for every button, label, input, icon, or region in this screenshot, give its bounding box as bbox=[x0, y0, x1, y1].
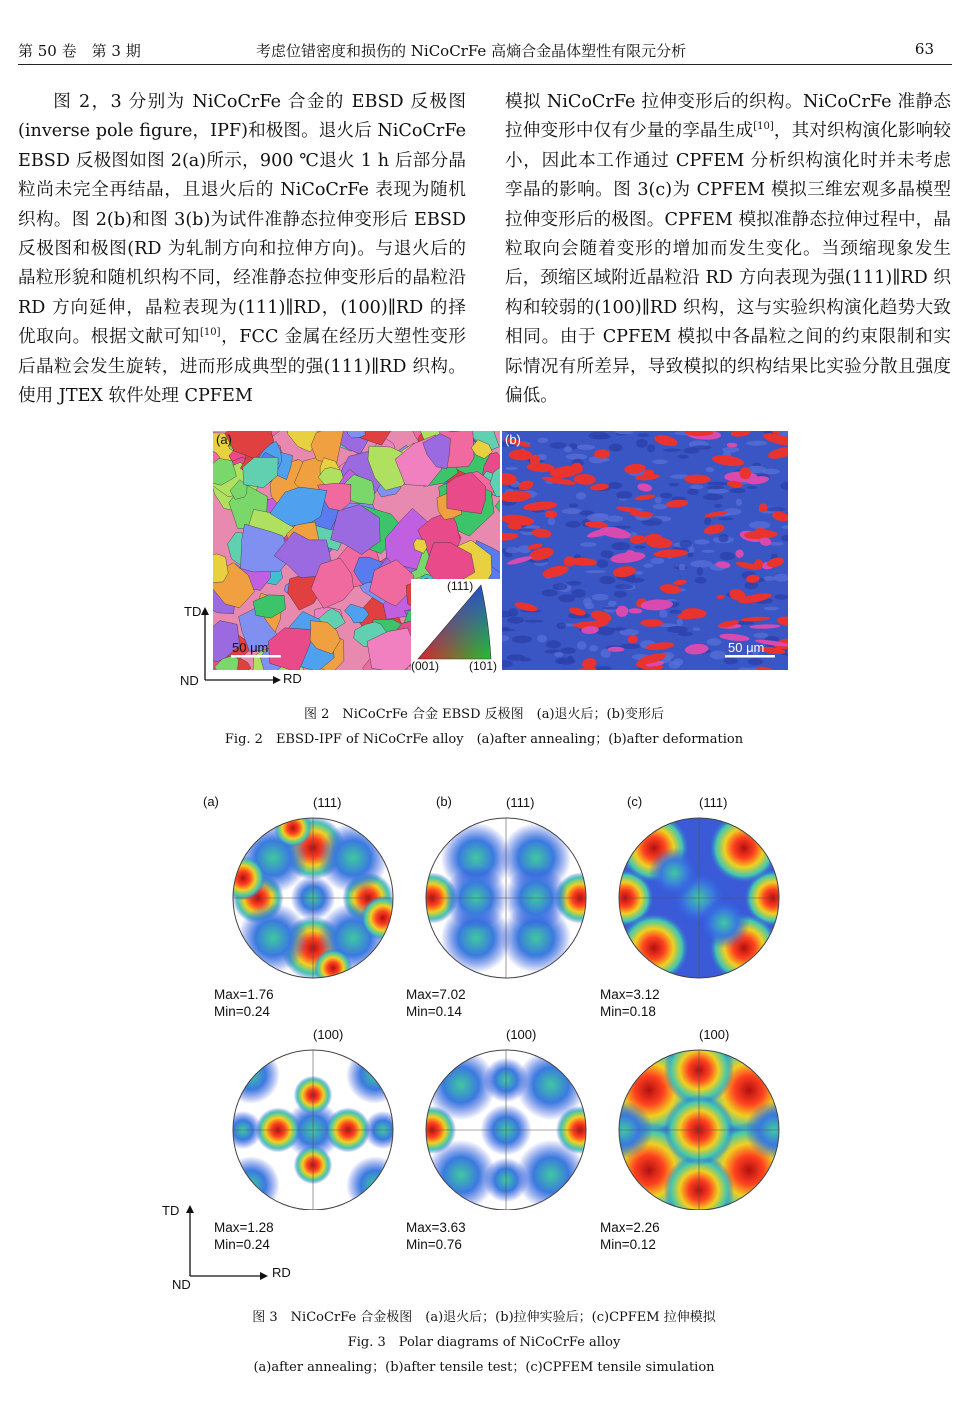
matrix-speck bbox=[763, 576, 775, 581]
matrix-speck bbox=[703, 494, 723, 501]
matrix-speck bbox=[663, 449, 681, 452]
intensity-blob bbox=[619, 913, 689, 983]
matrix-speck bbox=[612, 627, 626, 630]
matrix-speck bbox=[638, 433, 649, 437]
citation: [10] bbox=[199, 327, 221, 339]
matrix-speck bbox=[651, 558, 665, 564]
matrix-speck bbox=[747, 486, 758, 489]
pole-figure bbox=[595, 1035, 803, 1210]
matrix-speck bbox=[608, 601, 617, 606]
matrix-speck bbox=[558, 657, 576, 665]
matrix-speck bbox=[647, 444, 655, 452]
matrix-speck bbox=[765, 507, 785, 511]
matrix-speck bbox=[506, 547, 520, 553]
matrix-speck bbox=[561, 647, 576, 654]
intensity-blob bbox=[314, 949, 352, 987]
matrix-speck bbox=[601, 550, 614, 558]
left-column bbox=[18, 88, 466, 411]
figure-3-caption-en: Fig. 3 Polar diagrams of NiCoCrFe alloy bbox=[347, 1335, 621, 1350]
matrix-speck bbox=[764, 607, 779, 611]
matrix-speck bbox=[667, 626, 688, 633]
matrix-speck bbox=[576, 492, 586, 499]
matrix-speck bbox=[680, 540, 692, 548]
matrix-speck bbox=[589, 432, 609, 440]
matrix-speck bbox=[704, 518, 711, 526]
axis-td-label: TD bbox=[162, 1203, 180, 1218]
scale-bar bbox=[725, 655, 775, 658]
matrix-speck bbox=[669, 661, 681, 669]
matrix-speck bbox=[748, 658, 763, 665]
ebsd-map-deformed bbox=[502, 431, 788, 670]
matrix-speck bbox=[507, 617, 524, 624]
matrix-speck bbox=[697, 567, 703, 576]
matrix-speck bbox=[684, 448, 700, 454]
matrix-speck bbox=[571, 589, 585, 598]
pole-figure bbox=[230, 815, 405, 987]
matrix-speck bbox=[718, 517, 733, 520]
matrix-speck bbox=[634, 546, 646, 549]
matrix-speck bbox=[538, 438, 549, 443]
stat-block: Max=1.28 Min=0.24 bbox=[214, 1220, 274, 1252]
matrix-speck bbox=[746, 441, 767, 446]
matrix-speck bbox=[585, 570, 606, 573]
matrix-speck bbox=[546, 640, 561, 648]
matrix-speck bbox=[643, 563, 653, 567]
matrix-speck bbox=[520, 658, 532, 662]
matrix-speck bbox=[652, 459, 667, 464]
matrix-speck bbox=[592, 594, 609, 601]
matrix-speck bbox=[580, 542, 596, 547]
pole-title: (100) bbox=[313, 1027, 344, 1042]
matrix-speck bbox=[505, 467, 518, 471]
scale-label: 50 μm bbox=[728, 640, 765, 655]
matrix-speck bbox=[749, 521, 770, 529]
panel-label: (b) bbox=[436, 794, 452, 809]
matrix-speck bbox=[512, 636, 532, 644]
matrix-speck bbox=[706, 467, 714, 472]
matrix-speck bbox=[687, 489, 699, 495]
axis-rd-label: RD bbox=[272, 1265, 291, 1280]
matrix-speck bbox=[694, 539, 710, 544]
intensity-blob bbox=[709, 815, 779, 883]
intensity-blob bbox=[361, 896, 406, 941]
paragraph: 模拟 NiCoCrFe 拉伸变形后的织构。NiCoCrFe 准静态拉伸变形中仅有少量的孪晶生成[10]，其对织构演化影响较小，因此本工作通过 CPFEM 分析织构演化时并未考虑孪晶的影响。图 3(c)为 CPFEM 模拟三维宏观多晶模型拉伸变形后的极图。CPFEM 模拟准静态拉伸过程中，晶粒取向会随着变形的增加而发生变化。当颈缩现象发生后，颈缩区域附近晶粒沿 RD 方向表现为强(111)∥RD 织构和较弱的(100)∥RD 织构，这与实验织构演化趋势大致相同。由于 CPFEM 模拟中各晶粒之间的约束限制和实际情况有所差异，导致模拟的织构结果比实验分散且强度偏低。 bbox=[505, 92, 951, 407]
matrix-speck bbox=[714, 504, 722, 508]
panel-label: (c) bbox=[627, 794, 643, 809]
matrix-speck bbox=[614, 591, 627, 598]
page-number: 63 bbox=[914, 40, 934, 58]
red-grain bbox=[739, 467, 751, 479]
header-title: 考虑位错密度和损伤的 NiCoCrFe 高熵合金晶体塑性有限元分析 bbox=[256, 42, 687, 60]
matrix-speck bbox=[659, 610, 667, 618]
matrix-speck bbox=[719, 534, 729, 543]
panel-label: (a) bbox=[203, 794, 219, 809]
pole-title: (100) bbox=[699, 1027, 730, 1042]
matrix-speck bbox=[525, 620, 543, 623]
matrix-speck bbox=[566, 581, 581, 586]
matrix-speck bbox=[678, 455, 689, 459]
triangle-label-111: (111) bbox=[447, 579, 474, 593]
matrix-speck bbox=[553, 583, 568, 590]
matrix-speck bbox=[596, 627, 615, 636]
pole-figure bbox=[408, 1050, 604, 1210]
matrix-speck bbox=[625, 578, 644, 583]
intensity-blob bbox=[648, 847, 699, 898]
matrix-speck bbox=[707, 638, 722, 645]
stat-block: Max=3.12 Min=0.18 bbox=[600, 987, 660, 1019]
figure-2-caption-cn: 图 2 NiCoCrFe 合金 EBSD 反极图 (a)退火后；(b)变形后 bbox=[303, 707, 664, 722]
triangle-label-001: (001) bbox=[411, 659, 440, 673]
matrix-speck bbox=[611, 542, 630, 550]
matrix-speck bbox=[597, 559, 609, 568]
matrix-speck bbox=[562, 508, 583, 514]
right-column bbox=[505, 88, 951, 411]
matrix-speck bbox=[537, 635, 547, 643]
matrix-speck bbox=[693, 627, 701, 631]
stat-block: Max=1.76 Min=0.24 bbox=[214, 987, 274, 1019]
matrix-speck bbox=[730, 488, 746, 493]
matrix-speck bbox=[606, 516, 623, 522]
pole-title: (111) bbox=[506, 795, 535, 810]
pole-figure bbox=[230, 1046, 404, 1210]
matrix-speck bbox=[724, 657, 738, 664]
paragraph: 图 2，3 分别为 NiCoCrFe 合金的 EBSD 反极图(inverse pole figure，IPF)和极图。退火后 NiCoCrFe EBSD 反极图如图 2(a)所示，900 ℃退火 1 h 后部分晶粒尚未完全再结晶，且退火后的 NiCoCrFe 表现为随机织构。图 2(b)和图 3(b)为试件准静态拉伸变形后 EBSD 反极图和极图(RD 为轧制方向和拉伸方向)。与退火后的晶粒形貌和随机织构不同，经准静态拉伸变形后的晶粒沿 RD 方向延伸，晶粒表现为(111)∥RD，(100)∥RD 的择优取向。根据文献可知[10]，FCC 金属在经历大塑性变形后晶粒会发生旋转，进而形成典型的强(111)∥RD 织构。使用 JTEX 软件处理 CPFEM bbox=[18, 92, 466, 407]
matrix-speck bbox=[542, 590, 558, 597]
stat-block: Max=2.26 Min=0.12 bbox=[600, 1220, 660, 1252]
citation: [10] bbox=[753, 121, 774, 133]
matrix-speck bbox=[609, 444, 622, 452]
matrix-speck bbox=[621, 644, 641, 649]
matrix-speck bbox=[615, 584, 633, 589]
intensity-blob bbox=[698, 897, 749, 948]
stat-block: Max=7.02 Min=0.14 bbox=[406, 987, 466, 1019]
matrix-speck bbox=[695, 577, 707, 584]
pole-figure bbox=[596, 815, 802, 983]
axis-nd-label: ND bbox=[172, 1277, 191, 1292]
matrix-speck bbox=[577, 641, 586, 649]
matrix-speck bbox=[669, 610, 681, 614]
pole-figure bbox=[406, 818, 605, 978]
axis-indicator bbox=[195, 605, 295, 685]
matrix-speck bbox=[775, 594, 789, 599]
matrix-speck bbox=[722, 447, 739, 453]
matrix-speck bbox=[669, 483, 679, 487]
figure-3-caption-cn: 图 3 NiCoCrFe 合金极图 (a)退火后；(b)拉伸实验后；(c)CPFEM 拉伸模拟 bbox=[252, 1310, 716, 1325]
axis-nd-label: ND bbox=[180, 673, 199, 688]
scale-label: 50 μm bbox=[232, 640, 269, 655]
matrix-speck bbox=[608, 482, 622, 489]
running-header bbox=[18, 40, 952, 65]
figure-3-caption-en-2: (a)after annealing；(b)after tensile test；(c)CPFEM tensile simulation bbox=[253, 1360, 715, 1375]
matrix-speck bbox=[587, 513, 608, 522]
matrix-speck bbox=[677, 618, 684, 626]
matrix-speck bbox=[564, 446, 572, 452]
journal-volume: 第 50 卷 第 3 期 bbox=[18, 42, 141, 60]
axis-rd-label: RD bbox=[283, 671, 302, 686]
axis-indicator bbox=[180, 1203, 280, 1283]
matrix-speck bbox=[702, 550, 715, 553]
pole-figure-grid bbox=[230, 815, 820, 1210]
matrix-speck bbox=[690, 560, 712, 568]
matrix-speck bbox=[549, 442, 566, 448]
matrix-speck bbox=[688, 553, 694, 558]
matrix-speck bbox=[653, 504, 668, 510]
matrix-speck bbox=[707, 482, 729, 486]
matrix-speck bbox=[720, 552, 736, 560]
stat-block: Max=3.63 Min=0.76 bbox=[406, 1220, 466, 1252]
matrix-speck bbox=[690, 485, 703, 490]
panel-label: (b) bbox=[505, 432, 521, 447]
matrix-speck bbox=[589, 645, 598, 651]
matrix-speck bbox=[577, 445, 595, 450]
intensity-blob bbox=[346, 1046, 404, 1104]
triangle-label-101: (101) bbox=[469, 659, 498, 673]
matrix-speck bbox=[565, 521, 581, 528]
matrix-speck bbox=[583, 598, 592, 607]
figure-2-caption-en: Fig. 2 EBSD-IPF of NiCoCrFe alloy (a)after annealing；(b)after deformation bbox=[224, 732, 744, 747]
matrix-speck bbox=[556, 622, 566, 629]
axis-td-label: TD bbox=[184, 604, 202, 619]
matrix-speck bbox=[655, 497, 662, 503]
matrix-speck bbox=[616, 491, 632, 499]
pole-title: (111) bbox=[313, 795, 342, 810]
matrix-speck bbox=[707, 486, 725, 490]
panel-label: (a) bbox=[216, 432, 232, 447]
matrix-speck bbox=[600, 576, 616, 584]
matrix-speck bbox=[569, 504, 579, 508]
matrix-speck bbox=[660, 493, 672, 499]
matrix-speck bbox=[710, 651, 726, 660]
matrix-speck bbox=[635, 571, 643, 575]
matrix-speck bbox=[636, 439, 648, 448]
pole-title: (111) bbox=[699, 795, 728, 810]
pole-title: (100) bbox=[506, 1027, 537, 1042]
matrix-speck bbox=[548, 518, 556, 526]
matrix-speck bbox=[736, 499, 742, 506]
matrix-speck bbox=[753, 633, 768, 639]
matrix-speck bbox=[679, 564, 686, 571]
